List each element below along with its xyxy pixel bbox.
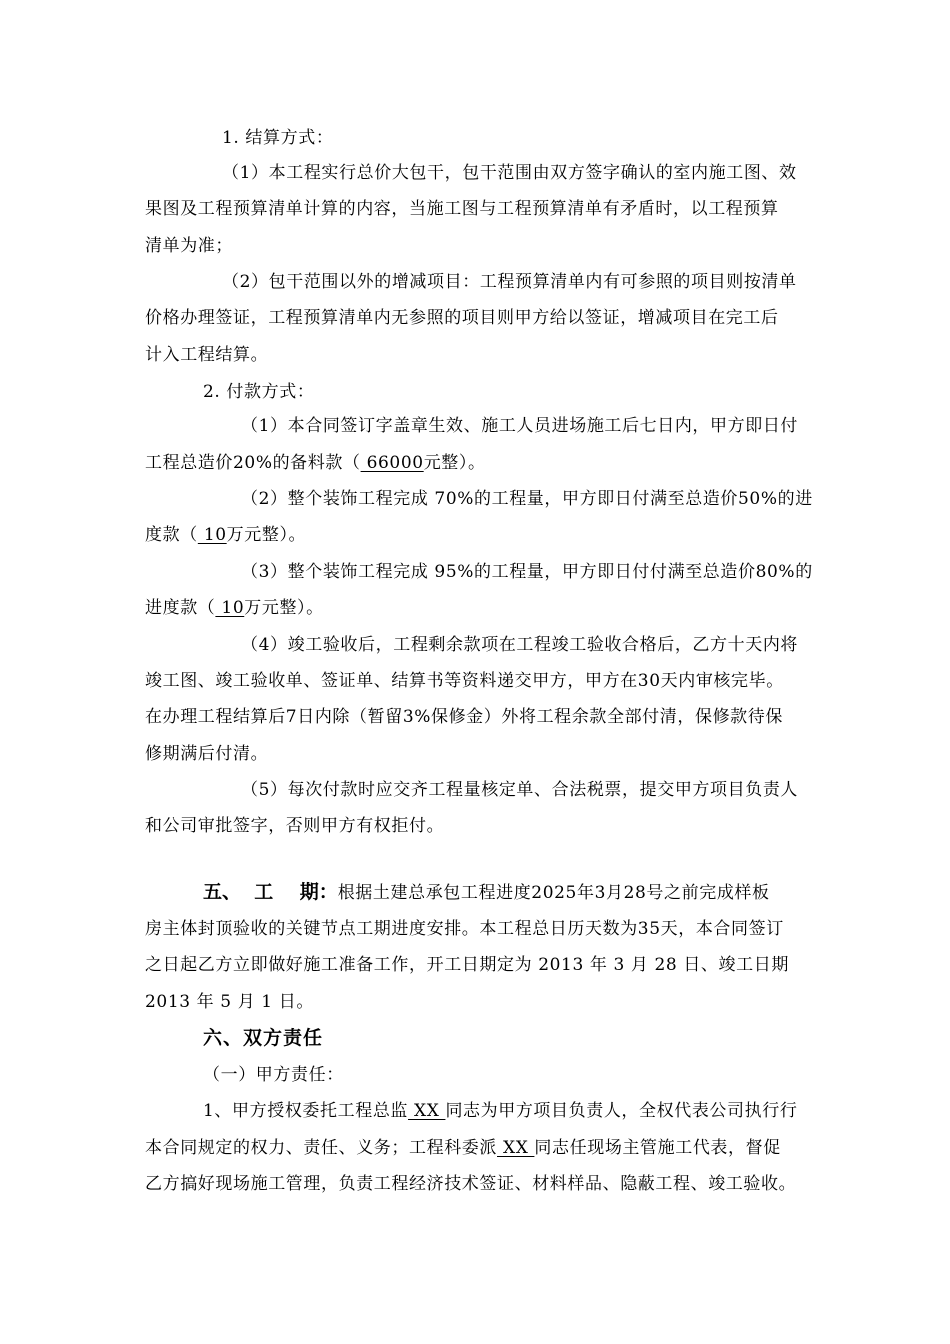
payment-p1-text: 元整）。	[423, 453, 486, 473]
settlement-p2-line: 价格办理签证，工程预算清单内无参照的项目则甲方给以签证，增减项目在完工后	[145, 308, 779, 328]
settlement-p1-line: 清单为准；	[145, 236, 233, 256]
payment-p4-line: （4）竣工验收后，工程剩余款项在工程竣工验收合格后，乙方十天内将	[241, 635, 799, 655]
section6-text: 同志为甲方项目负责人，全权代表公司执行行	[445, 1101, 798, 1121]
section6-heading: 六、双方责任	[203, 1027, 324, 1049]
section6-name-placeholder: XX	[408, 1101, 446, 1121]
settlement-p1-line: （1）本工程实行总价大包干，包干范围由双方签字确认的室内施工图、效	[222, 163, 797, 183]
section6-text: 同志任现场主管施工代表，督促	[534, 1138, 781, 1158]
payment-p4-line: 修期满后付清。	[145, 744, 269, 764]
section5-line: 之日起乙方立即做好施工准备工作，开工日期定为 2013 年 3 月 28 日、竣工日期	[145, 955, 789, 975]
payment-p2-line	[145, 523, 855, 547]
payment-p1-line	[145, 451, 855, 475]
section6-name-placeholder: XX	[497, 1138, 535, 1158]
payment-p3-amount: 10	[215, 598, 245, 618]
section5-text: 根据土建总承包工程进度2025年3月28号之前完成样板	[337, 883, 770, 903]
payment-heading: 2. 付款方式：	[203, 382, 315, 402]
section6-subheading: （一）甲方责任：	[203, 1065, 344, 1085]
payment-p3-line: （3）整个装饰工程完成 95%的工程量，甲方即日付付满至总造价80%的	[241, 562, 813, 582]
payment-p3-text: 进度款（	[145, 598, 216, 618]
payment-p4-line: 竣工图、竣工验收单、签证单、结算书等资料递交甲方，甲方在30天内审核完毕。	[145, 671, 784, 691]
section6-line	[203, 1099, 913, 1123]
payment-p5-line: （5）每次付款时应交齐工程量核定单、合法税票，提交甲方项目负责人	[241, 780, 799, 800]
section5-line: 房主体封顶验收的关键节点工期进度安排。本工程总日历天数为35天，本合同签订	[145, 919, 784, 939]
section6-text: 1、甲方授权委托工程总监	[203, 1101, 409, 1121]
payment-p2-text: 万元整）。	[226, 525, 307, 545]
settlement-p2-line: （2）包干范围以外的增减项目：工程预算清单内有可参照的项目则按清单	[222, 272, 797, 292]
payment-p1-amount: 66000	[360, 453, 424, 473]
section5-line: 2013 年 5 月 1 日。	[145, 992, 314, 1012]
payment-p2-line: （2）整个装饰工程完成 70%的工程量，甲方即日付满至总造价50%的进	[241, 489, 813, 509]
payment-p1-line: （1）本合同签订字盖章生效、施工人员进场施工后七日内，甲方即日付	[241, 416, 799, 436]
section6-text: 本合同规定的权力、责任、义务；工程科委派	[145, 1138, 497, 1158]
section5-label: 五、 工 期：	[203, 881, 338, 903]
payment-p5-line: 和公司审批签字，否则甲方有权拒付。	[145, 816, 445, 836]
payment-p2-text: 度款（	[145, 525, 198, 545]
section6-line	[145, 1136, 855, 1160]
section6-line: 乙方搞好现场施工管理，负责工程经济技术签证、材料样品、隐蔽工程、竣工验收。	[145, 1174, 797, 1194]
settlement-heading: 1. 结算方式：	[222, 128, 334, 148]
payment-p4-line: 在办理工程结算后7日内除（暂留3%保修金）外将工程余款全部付清，保修款待保	[145, 707, 783, 727]
section5-line	[203, 880, 863, 905]
payment-p2-amount: 10	[197, 525, 227, 545]
settlement-p2-line: 计入工程结算。	[145, 345, 269, 365]
payment-p3-line	[145, 596, 855, 620]
payment-p1-text: 工程总造价20%的备料款（	[145, 453, 361, 473]
settlement-p1-line: 果图及工程预算清单计算的内容，当施工图与工程预算清单有矛盾时，以工程预算	[145, 199, 779, 219]
payment-p3-text: 万元整）。	[244, 598, 324, 618]
